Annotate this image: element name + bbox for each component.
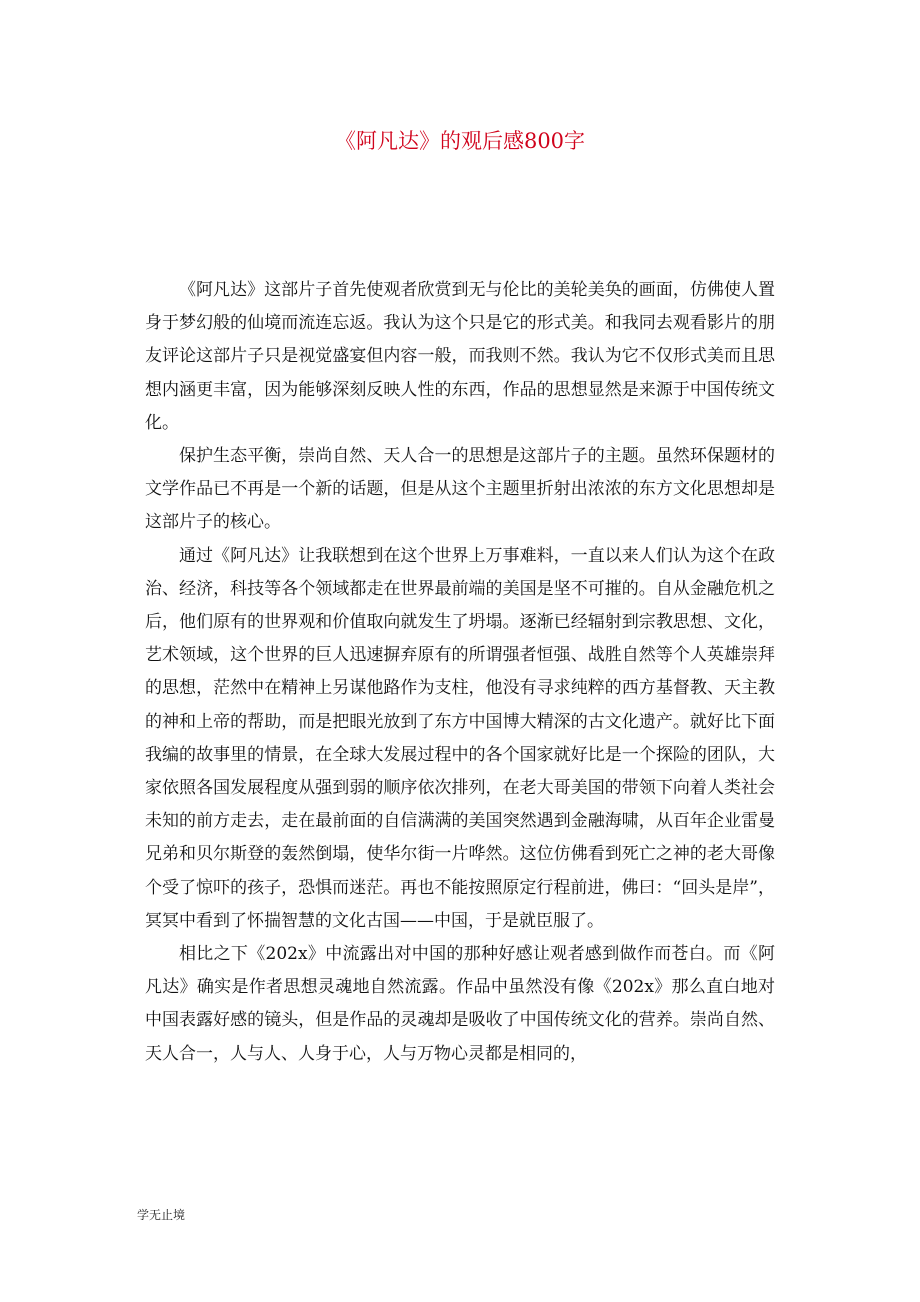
paragraph: 《阿凡达》这部片子首先使观者欣赏到无与伦比的美轮美奂的画面，仿佛使人置身于梦幻般的仙境而流连忘返。我认为这个只是它的形式美。和我同去观看影片的朋友评论这部片子只是视觉盛宴但内容一般，而我则不然。我认为它不仅形式美而且思想内涵更丰富，因为能够深刻反映人性的东西，作品的思想显然是来源于中国传统文化。 xyxy=(145,280,775,433)
paragraph: 相比之下《202x》中流露出对中国的那种好感让观者感到做作而苍白。而《阿凡达》确实是作者思想灵魂地自然流露。作品中虽然没有像《202x》那么直白地对中国表露好感的镜头，但是作品的灵魂却是吸收了中国传统文化的营养。崇尚自然、天人合一，人与人、人身于心，人与万物心灵都是相同的， xyxy=(145,944,775,1064)
document-body xyxy=(145,274,775,1071)
page-title: 《阿凡达》的观后感800字 xyxy=(334,129,586,153)
paragraph: 通过《阿凡达》让我联想到在这个世界上万事难料，一直以来人们认为这个在政治、经济，科技等各个领域都走在世界最前端的美国是坚不可摧的。自从金融危机之后，他们原有的世界观和价值取向就发生了坍塌。逐渐已经辐射到宗教思想、文化，艺术领域，这个世界的巨人迅速摒弃原有的所谓强者恒强、战胜自然等个人英雄崇拜的思想，茫然中在精神上另谋他路作为支柱，他没有寻求纯粹的西方基督教、天主教的神和上帝的帮助，而是把眼光放到了东方中国博大精深的古文化遗产。就好比下面我编的故事里的情景，在全球大发展过程中的各个国家就好比是一个探险的团队，大家依照各国发展程度从强到弱的顺序依次排列，在老大哥美国的带领下向着人类社会未知的前方走去，走在最前面的自信满满的美国突然遇到金融海啸，从百年企业雷曼兄弟和贝尔斯登的轰然倒塌，使华尔街一片哗然。这位仿佛看到死亡之神的老大哥像个受了惊吓的孩子，恐惧而迷茫。再也不能按照原定行程前进，佛曰：“回头是岸”，冥冥中看到了怀揣智慧的文化古国——中国，于是就臣服了。 xyxy=(145,545,775,931)
paragraph: 保护生态平衡，崇尚自然、天人合一的思想是这部片子的主题。虽然环保题材的文学作品已不再是一个新的话题，但是从这个主题里折射出浓浓的东方文化思想却是这部片子的核心。 xyxy=(145,446,775,533)
page-footer: 学无止境 xyxy=(137,1208,186,1222)
